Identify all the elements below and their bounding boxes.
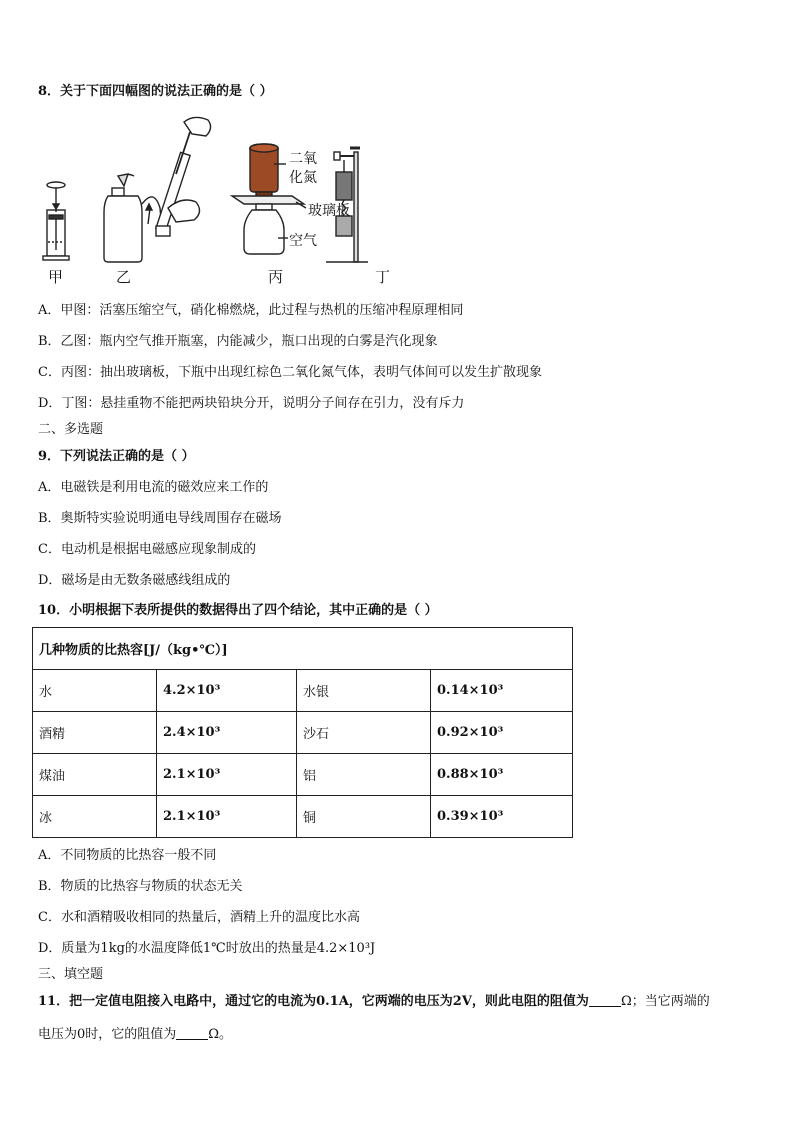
figure-jia-syringe xyxy=(43,182,69,260)
figure-yi-jar-pump xyxy=(104,117,211,262)
table-cell: 2.1×10³ xyxy=(157,796,297,838)
table-cell: 0.14×10³ xyxy=(431,670,573,712)
q11-text-part2: Ω；当它两端的 xyxy=(620,994,710,1009)
q11-line2 xyxy=(38,1026,232,1043)
figure-label-jia: 甲 xyxy=(48,268,64,286)
table-cell: 冰 xyxy=(33,796,157,838)
table-cell: 铝 xyxy=(297,754,431,796)
table-row xyxy=(33,712,573,754)
q8-option-c: C．丙图：抽出玻璃板，下瓶中出现红棕色二氧化氮气体，表明气体间可以发生扩散现象 xyxy=(38,365,542,380)
figure-label-ding: 丁 xyxy=(375,268,391,286)
q10-option-d: D．质量为1kg的水温度降低1℃时放出的热量是4.2×10³J xyxy=(38,941,376,956)
q8-figures xyxy=(38,112,391,288)
annotation-glass-plate: 玻璃板 xyxy=(308,203,350,219)
q9-stem: 9．下列说法正确的是（ ） xyxy=(38,449,195,464)
q8-stem: 8．关于下面四幅图的说法正确的是（ ） xyxy=(38,84,273,99)
q8-option-b: B．乙图：瓶内空气推开瓶塞，内能减少，瓶口出现的白雾是汽化现象 xyxy=(38,334,438,349)
table-row xyxy=(33,796,573,838)
table-cell: 0.88×10³ xyxy=(431,754,573,796)
q9-option-a: A．电磁铁是利用电流的磁效应来工作的 xyxy=(38,480,269,495)
table-cell: 水银 xyxy=(297,670,431,712)
q10-stem: 10．小明根据下表所提供的数据得出了四个结论，其中正确的是（ ） xyxy=(38,603,438,618)
q11-text-part1: 11．把一定值电阻接入电路中，通过它的电流为0.1A，它两端的电压为2V，则此电阻的阻值为 xyxy=(38,994,589,1009)
table-title-row xyxy=(33,628,573,670)
table-cell: 煤油 xyxy=(33,754,157,796)
q8-option-a: A．甲图：活塞压缩空气，硝化棉燃烧，此过程与热机的压缩冲程原理相同 xyxy=(38,303,464,318)
q11-text-part4: Ω。 xyxy=(208,1027,233,1042)
q11-blank-2[interactable] xyxy=(176,1026,208,1040)
annotation-air: 空气 xyxy=(289,233,317,249)
q9-option-b: B．奥斯特实验说明通电导线周围存在磁场 xyxy=(38,511,282,526)
q10-option-a: A．不同物质的比热容一般不同 xyxy=(38,848,217,863)
figure-label-bing: 丙 xyxy=(268,268,284,286)
table-cell: 铜 xyxy=(297,796,431,838)
q10-option-b: B．物质的比热容与物质的状态无关 xyxy=(38,879,243,894)
table-row xyxy=(33,670,573,712)
q10-option-c: C．水和酒精吸收相同的热量后，酒精上升的温度比水高 xyxy=(38,910,360,925)
figure-label-yi: 乙 xyxy=(116,268,132,286)
table-cell: 0.39×10³ xyxy=(431,796,573,838)
q8-option-d: D．丁图：悬挂重物不能把两块铅块分开，说明分子间存在引力，没有斥力 xyxy=(38,396,465,411)
table-title: 几种物质的比热容[J/（kg•℃）] xyxy=(33,628,573,670)
table-cell: 沙石 xyxy=(297,712,431,754)
annotation-no2-line2: 化氮 xyxy=(289,170,317,186)
table-row xyxy=(33,754,573,796)
table-cell: 酒精 xyxy=(33,712,157,754)
table-cell: 4.2×10³ xyxy=(157,670,297,712)
section-heading-multiple-choice: 二、多选题 xyxy=(38,422,104,437)
q11-line1 xyxy=(38,993,710,1010)
specific-heat-table xyxy=(32,627,573,838)
q9-option-d: D．磁场是由无数条磁感线组成的 xyxy=(38,573,231,588)
table-cell: 水 xyxy=(33,670,157,712)
q9-option-c: C．电动机是根据电磁感应现象制成的 xyxy=(38,542,256,557)
q11-blank-1[interactable] xyxy=(589,993,621,1007)
section-heading-fill-blank: 三、填空题 xyxy=(38,967,104,982)
table-cell: 2.1×10³ xyxy=(157,754,297,796)
table-cell: 2.4×10³ xyxy=(157,712,297,754)
q11-text-part3: 电压为0时，它的阻值为 xyxy=(38,1027,177,1042)
table-cell: 0.92×10³ xyxy=(431,712,573,754)
annotation-no2-line1: 二氧 xyxy=(289,151,317,167)
